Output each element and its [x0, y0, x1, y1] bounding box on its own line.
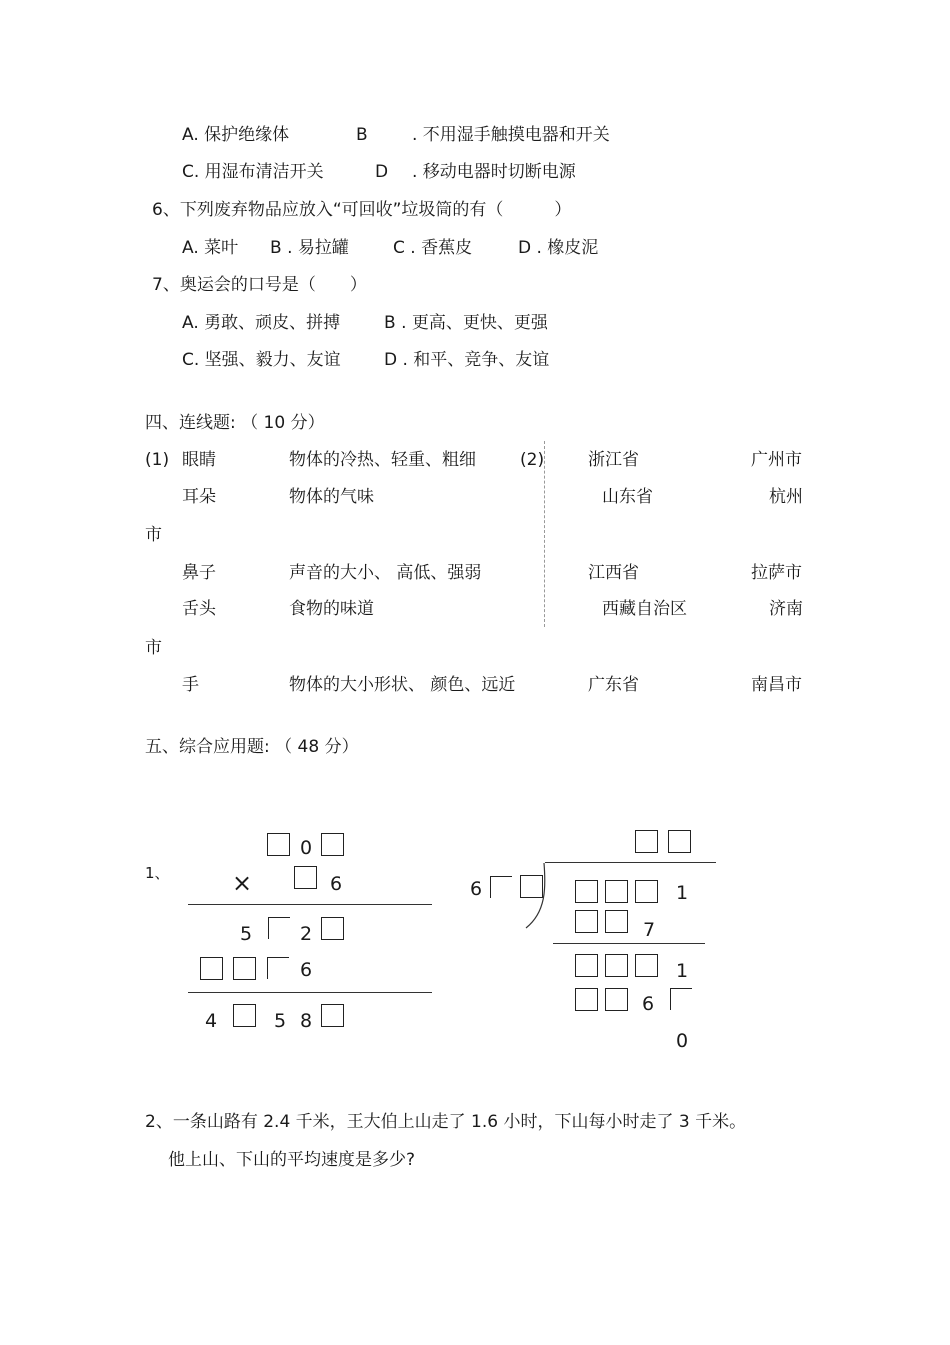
part2-label: (2)	[520, 450, 545, 470]
answer-box[interactable]	[605, 954, 628, 977]
q2-line-1: 2、一条山路有 2.4 千米，王大伯上山走了 1.6 小时，下山每小时走了 3 千米。	[145, 1112, 747, 1132]
q5-option-b-letter: B	[356, 125, 368, 145]
mult-row2-digit: 6	[330, 873, 343, 895]
mult-p1-b: 2	[300, 923, 313, 945]
answer-box[interactable]	[605, 910, 628, 933]
div-row3-digit: 1	[676, 960, 689, 982]
sense-target-4: 食物的味道	[289, 599, 374, 619]
times-sign: ×	[232, 869, 253, 897]
division-top-bar	[545, 862, 716, 863]
answer-box[interactable]	[635, 880, 658, 903]
city-5: 南昌市	[751, 675, 802, 695]
mult-result-a: 4	[205, 1010, 218, 1032]
div-row4-digit: 6	[642, 993, 655, 1015]
mult-result-b: 5	[274, 1010, 287, 1032]
q2-line-2: 他上山、下山的平均速度是多少?	[168, 1150, 416, 1170]
mult-row1-digit: 0	[300, 837, 313, 859]
division-line-2	[553, 1021, 705, 1022]
city-1: 广州市	[751, 450, 802, 470]
city-2: 杭州	[769, 487, 803, 507]
q6-question: 6、下列废弃物品应放入“可回收”垃圾筒的有（ ）	[152, 200, 572, 220]
answer-box-partial[interactable]	[268, 917, 290, 939]
q7-option-b: B . 更高、更快、更强	[384, 313, 548, 333]
province-5: 广东省	[588, 675, 639, 695]
answer-box[interactable]	[294, 866, 317, 889]
answer-box[interactable]	[635, 954, 658, 977]
part1-label: (1)	[145, 450, 170, 470]
answer-box[interactable]	[575, 910, 598, 933]
div-row2-digit: 7	[643, 919, 656, 941]
wrapped-char-2: 市	[145, 638, 162, 658]
sense-item-hand: 手	[182, 675, 199, 695]
q5-option-d-letter: D	[375, 162, 389, 182]
sense-item-eye: 眼睛	[182, 450, 216, 470]
mult-line-1	[188, 904, 432, 905]
q7-option-c: C. 坚强、毅力、友谊	[182, 350, 341, 370]
wrapped-char-1: 市	[145, 525, 162, 545]
answer-box[interactable]	[321, 1004, 344, 1027]
answer-box[interactable]	[321, 833, 344, 856]
sense-target-5: 物体的大小形状、 颜色、远近	[289, 675, 516, 695]
q7-option-d: D . 和平、竞争、友谊	[384, 350, 550, 370]
mult-line-2	[188, 992, 432, 993]
div-row1-digit: 1	[676, 882, 689, 904]
q5-option-d-text: . 移动电器时切断电源	[412, 162, 576, 182]
answer-box-partial[interactable]	[267, 957, 289, 979]
sense-item-ear: 耳朵	[182, 487, 216, 507]
q5-option-c: C. 用湿布清洁开关	[182, 162, 324, 182]
answer-box-partial[interactable]	[490, 876, 512, 898]
sense-target-3: 声音的大小、 高低、强弱	[289, 563, 482, 583]
mult-result-c: 8	[300, 1010, 313, 1032]
sense-target-2: 物体的气味	[289, 487, 374, 507]
division-line-1	[553, 943, 705, 944]
q6-option-b: B . 易拉罐	[270, 238, 349, 258]
q6-option-c: C . 香蕉皮	[393, 238, 473, 258]
q5-option-b-text: . 不用湿手触摸电器和开关	[412, 125, 610, 145]
sense-item-tongue: 舌头	[182, 599, 216, 619]
section5-title: 五、综合应用题: （ 48 分）	[145, 737, 359, 757]
q7-option-a: A. 勇敢、顽皮、拼搏	[182, 313, 341, 333]
answer-box[interactable]	[233, 1004, 256, 1027]
sense-item-nose: 鼻子	[182, 563, 216, 583]
answer-box-partial[interactable]	[670, 988, 692, 1010]
answer-box[interactable]	[267, 833, 290, 856]
city-4: 济南	[769, 599, 803, 619]
q6-option-a: A. 菜叶	[182, 238, 239, 258]
province-4: 西藏自治区	[602, 599, 687, 619]
answer-box[interactable]	[605, 880, 628, 903]
q5-option-a: A. 保护绝缘体	[182, 125, 290, 145]
answer-box[interactable]	[200, 957, 223, 980]
answer-box[interactable]	[635, 830, 658, 853]
answer-box[interactable]	[321, 917, 344, 940]
column-divider	[544, 441, 545, 627]
answer-box[interactable]	[520, 875, 543, 898]
q6-option-d: D . 橡皮泥	[518, 238, 599, 258]
q7-question: 7、奥运会的口号是（ ）	[152, 275, 367, 295]
answer-box[interactable]	[575, 988, 598, 1011]
answer-box[interactable]	[605, 988, 628, 1011]
divisor-digit: 6	[470, 878, 483, 900]
province-2: 山东省	[602, 487, 653, 507]
city-3: 拉萨市	[751, 563, 802, 583]
q1-label: 1、	[145, 864, 170, 882]
province-3: 江西省	[588, 563, 639, 583]
sense-target-1: 物体的冷热、轻重、粗细	[289, 450, 476, 470]
answer-box[interactable]	[233, 957, 256, 980]
mult-p2-digit: 6	[300, 959, 313, 981]
province-1: 浙江省	[588, 450, 639, 470]
section4-title: 四、连线题: （ 10 分）	[145, 413, 325, 433]
answer-box[interactable]	[668, 830, 691, 853]
div-remainder: 0	[676, 1030, 689, 1052]
mult-p1-a: 5	[240, 923, 253, 945]
answer-box[interactable]	[575, 880, 598, 903]
answer-box[interactable]	[575, 954, 598, 977]
